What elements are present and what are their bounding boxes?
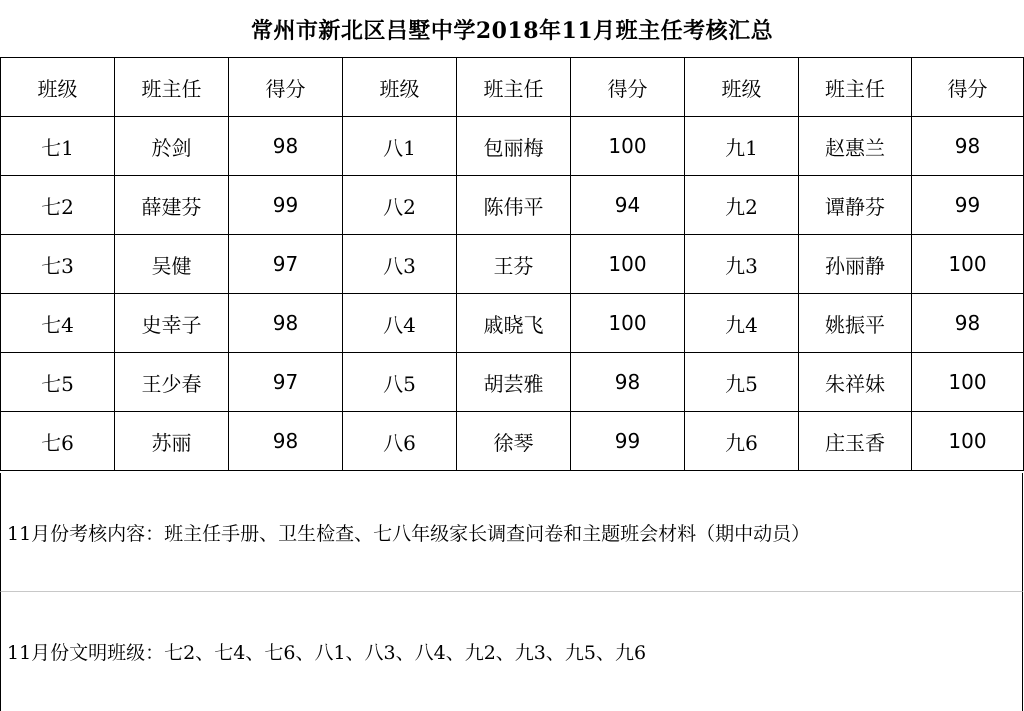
header-cell: 班主任	[115, 58, 229, 117]
class-cell: 九5	[685, 353, 799, 412]
table-row	[1, 412, 1024, 471]
score-cell: 99	[912, 176, 1024, 235]
teacher-cell: 徐琴	[457, 412, 571, 471]
teacher-cell: 谭静芬	[799, 176, 912, 235]
score-cell: 100	[912, 412, 1024, 471]
header-cell: 班级	[1, 58, 115, 117]
teacher-cell: 孙丽静	[799, 235, 912, 294]
class-cell: 七3	[1, 235, 115, 294]
class-cell: 九2	[685, 176, 799, 235]
class-cell: 八3	[343, 235, 457, 294]
teacher-cell: 庄玉香	[799, 412, 912, 471]
class-cell: 九6	[685, 412, 799, 471]
score-cell: 98	[912, 117, 1024, 176]
score-cell: 99	[571, 412, 685, 471]
score-cell: 97	[229, 353, 343, 412]
class-cell: 八5	[343, 353, 457, 412]
score-cell: 94	[571, 176, 685, 235]
teacher-cell: 姚振平	[799, 294, 912, 353]
table-row	[1, 294, 1024, 353]
teacher-cell: 胡芸雅	[457, 353, 571, 412]
score-cell: 98	[912, 294, 1024, 353]
header-cell: 得分	[571, 58, 685, 117]
table-header-row	[1, 58, 1024, 117]
score-cell: 100	[571, 235, 685, 294]
page-title: 常州市新北区吕墅中学2018年11月班主任考核汇总	[250, 17, 774, 44]
table-row	[1, 176, 1024, 235]
class-cell: 七2	[1, 176, 115, 235]
class-cell: 七4	[1, 294, 115, 353]
teacher-cell: 王少春	[115, 353, 229, 412]
class-cell: 八1	[343, 117, 457, 176]
score-cell: 98	[229, 412, 343, 471]
teacher-cell: 陈伟平	[457, 176, 571, 235]
teacher-cell: 赵惠兰	[799, 117, 912, 176]
teacher-cell: 吴健	[115, 235, 229, 294]
score-table	[0, 57, 1024, 471]
score-cell: 100	[571, 117, 685, 176]
score-cell: 100	[912, 353, 1024, 412]
class-cell: 九1	[685, 117, 799, 176]
teacher-cell: 包丽梅	[457, 117, 571, 176]
class-cell: 八6	[343, 412, 457, 471]
teacher-cell: 薛建芬	[115, 176, 229, 235]
header-cell: 得分	[912, 58, 1024, 117]
score-cell: 98	[571, 353, 685, 412]
class-cell: 八4	[343, 294, 457, 353]
header-cell: 班主任	[457, 58, 571, 117]
class-cell: 八2	[343, 176, 457, 235]
score-cell: 98	[229, 294, 343, 353]
header-cell: 得分	[229, 58, 343, 117]
table-row	[1, 235, 1024, 294]
teacher-cell: 朱祥妹	[799, 353, 912, 412]
score-cell: 98	[229, 117, 343, 176]
assessment-content-note: 11月份考核内容：班主任手册、卫生检查、七八年级家长调查问卷和主题班会材料（期中动员）	[0, 473, 1023, 592]
header-cell: 班级	[685, 58, 799, 117]
teacher-cell: 王芬	[457, 235, 571, 294]
table-row	[1, 117, 1024, 176]
class-cell: 九4	[685, 294, 799, 353]
score-cell: 100	[912, 235, 1024, 294]
teacher-cell: 苏丽	[115, 412, 229, 471]
score-cell: 100	[571, 294, 685, 353]
score-cell: 99	[229, 176, 343, 235]
teacher-cell: 戚晓飞	[457, 294, 571, 353]
score-cell: 97	[229, 235, 343, 294]
class-cell: 七6	[1, 412, 115, 471]
class-cell: 七1	[1, 117, 115, 176]
table-row	[1, 353, 1024, 412]
civilized-classes-note: 11月份文明班级：七2、七4、七6、八1、八3、八4、九2、九3、九5、九6	[0, 592, 1023, 711]
teacher-cell: 史幸子	[115, 294, 229, 353]
class-cell: 九3	[685, 235, 799, 294]
teacher-cell: 於剑	[115, 117, 229, 176]
header-cell: 班级	[343, 58, 457, 117]
header-cell: 班主任	[799, 58, 912, 117]
class-cell: 七5	[1, 353, 115, 412]
